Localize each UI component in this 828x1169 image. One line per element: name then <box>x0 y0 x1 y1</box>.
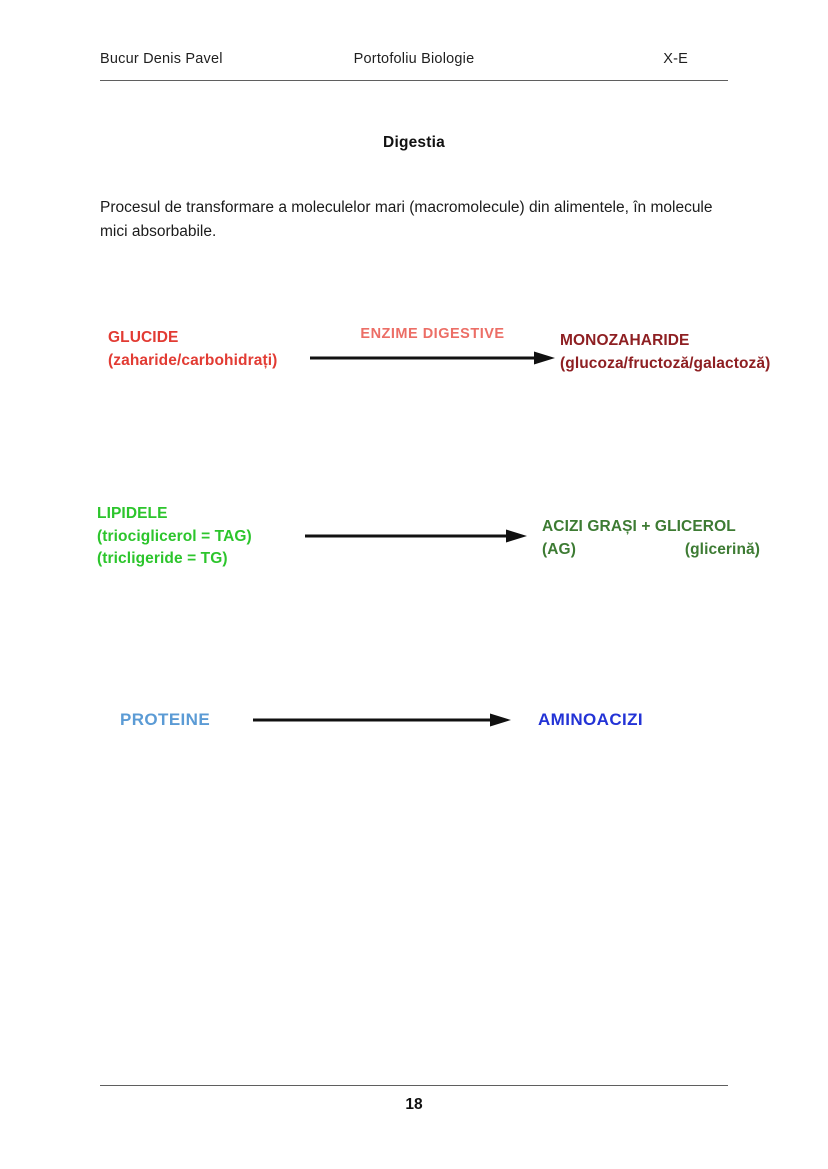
monozaharide-line1: MONOZAHARIDE <box>560 332 690 349</box>
intro-paragraph: Procesul de transformare a moleculelor mari (macromolecule) din alimentele, în molecule mici absorbabile. <box>100 199 713 241</box>
enzyme-label: ENZIME DIGESTIVE <box>360 326 505 342</box>
lipide-line2: (triociglicerol = TAG) <box>97 527 252 545</box>
lipide-source-label <box>97 503 252 571</box>
ag-abbrev: (AG) <box>542 540 576 558</box>
lipide-line3: (tricligeride = TG) <box>97 550 228 567</box>
page-title: Digestia <box>383 134 445 151</box>
monozaharide-product-label <box>560 330 770 375</box>
monozaharide-line2: (glucoza/fructoză/galactoză) <box>560 354 771 372</box>
arrow-right-icon <box>253 710 511 730</box>
lipide-product-label <box>542 516 760 561</box>
glucide-line2: (zaharide/carbohidrați) <box>108 351 278 369</box>
lipide-line1: LIPIDELE <box>97 505 168 522</box>
glucide-source-label <box>108 327 277 372</box>
header-class: X-E <box>663 51 688 67</box>
header-divider <box>100 80 728 81</box>
header-title: Portofoliu Biologie <box>353 51 475 67</box>
acizi-grasi-line2 <box>542 539 760 562</box>
header-author: Bucur Denis Pavel <box>100 51 223 67</box>
arrow-right-icon <box>310 348 555 368</box>
proteine-source-label: PROTEINE <box>120 710 211 729</box>
footer-divider <box>100 1085 728 1086</box>
glucide-line1: GLUCIDE <box>108 329 179 346</box>
glicerina-abbrev: (glicerină) <box>684 540 760 558</box>
arrow-right-icon <box>305 526 527 546</box>
aminoacizi-product-label: AMINOACIZI <box>538 710 644 729</box>
acizi-grasi-line1: ACIZI GRAȘI + GLICEROL <box>542 518 736 535</box>
page-number: 18 <box>405 1096 423 1113</box>
